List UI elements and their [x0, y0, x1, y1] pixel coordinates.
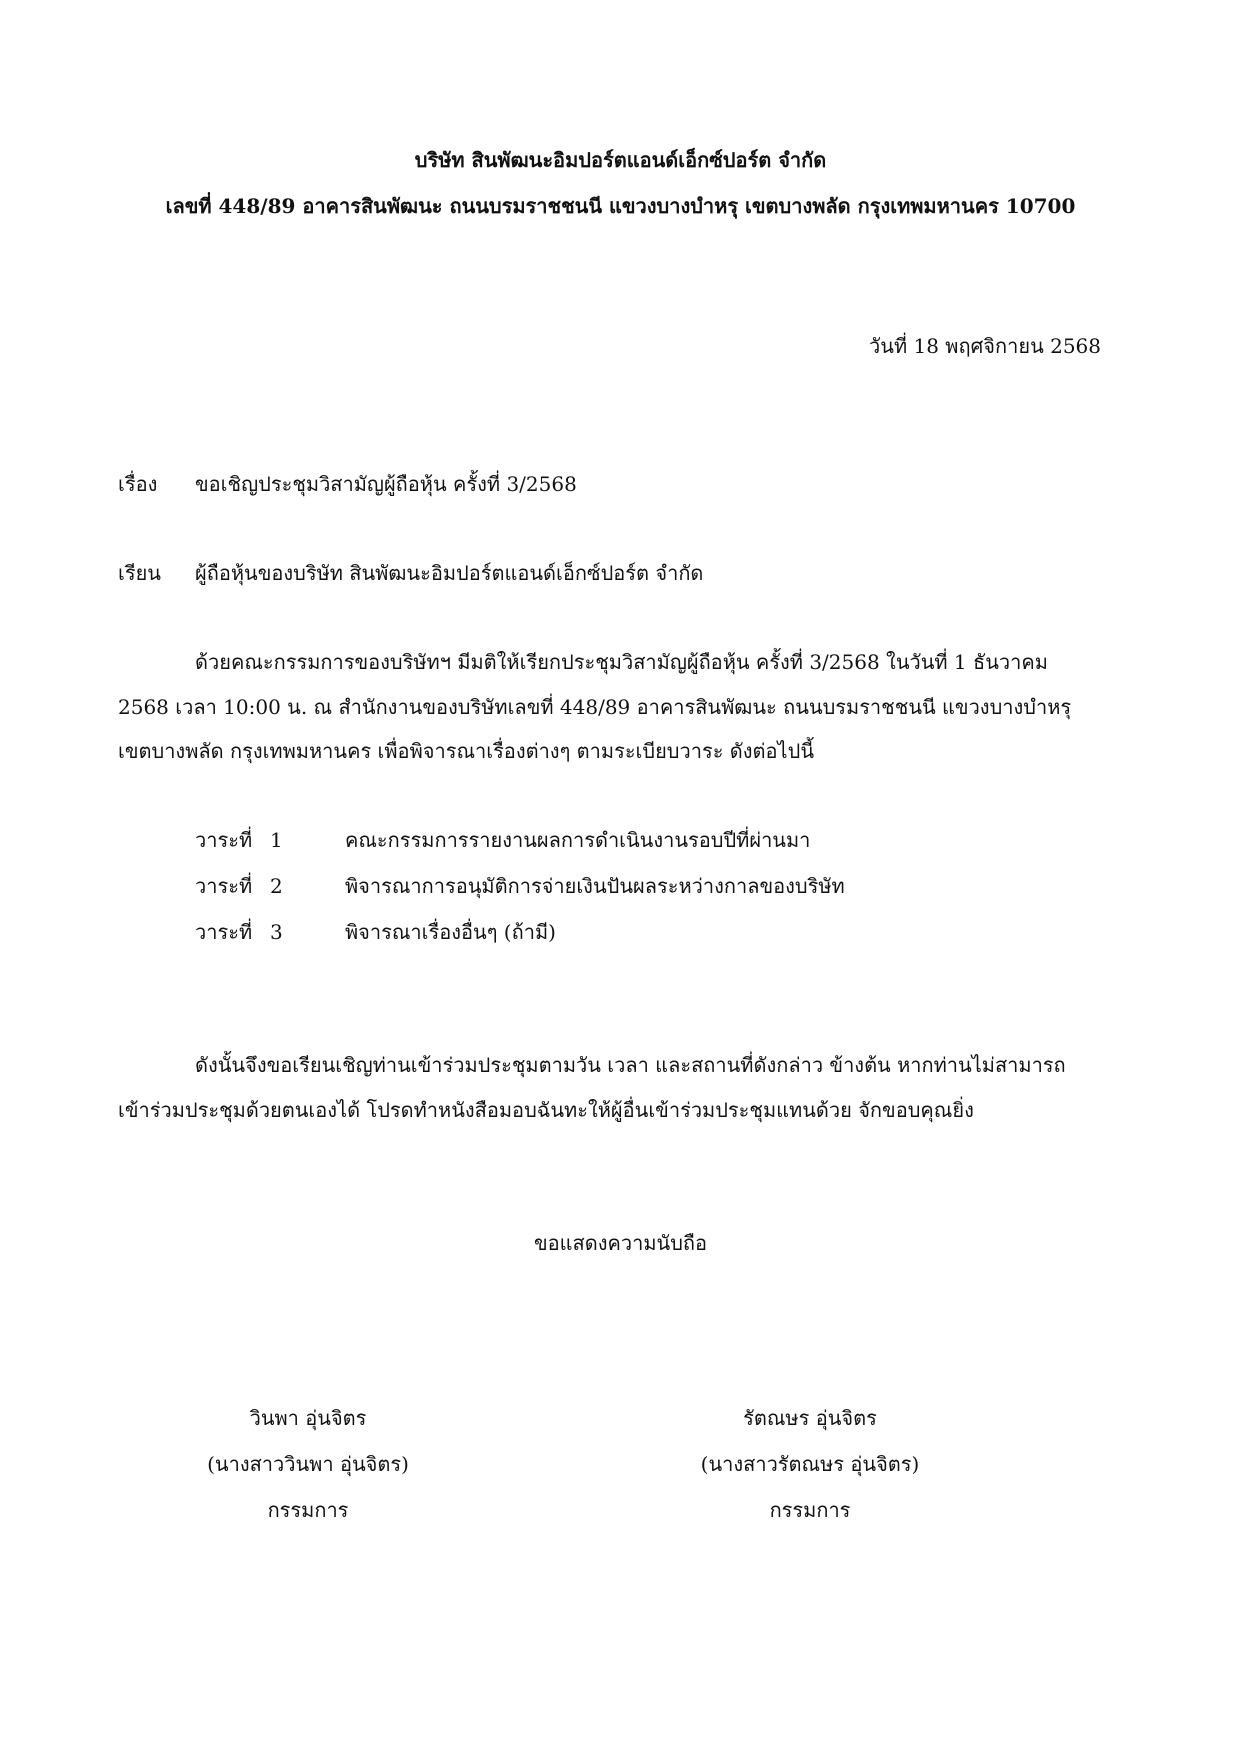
signatory-2-position: กรรมการ [769, 1498, 851, 1522]
signatory-1-full-name: (นางสาววินพา อุ่นจิตร) [207, 1452, 409, 1476]
agenda-text: คณะกรรมการรายงานผลการดำเนินงานรอบปีที่ผ่านมา [345, 828, 811, 852]
recipient-text: ผู้ถือหุ้นของบริษัท สินพัฒนะอิมปอร์ตแอนด์เอ็กซ์ปอร์ต จำกัด [195, 561, 704, 585]
body-paragraph-2-line-1: ดังนั้นจึงขอเรียนเชิญท่านเข้าร่วมประชุมตามวัน เวลา และสถานที่ดังกล่าว ข้างต้น หากท่านไม่สามารถ [195, 1053, 1066, 1077]
body-paragraph-1-line-2: 2568 เวลา 10:00 น. ณ สำนักงานของบริษัทเลขที่ 448/89 อาคารสินพัฒนะ ถนนบรมราชชนนี แขวงบางบำหรุ [118, 695, 1072, 719]
agenda-label: วาระที่ [195, 828, 253, 852]
agenda-label: วาระที่ [195, 874, 253, 898]
subject-label: เรื่อง [118, 472, 158, 496]
subject-text: ขอเชิญประชุมวิสามัญผู้ถือหุ้น ครั้งที่ 3/2568 [195, 472, 577, 496]
signatory-2-full-name: (นางสาวรัตณษร อุ่นจิตร) [700, 1452, 920, 1476]
signatory-1-position: กรรมการ [267, 1498, 349, 1522]
company-name: บริษัท สินพัฒนะอิมปอร์ตแอนด์เอ็กซ์ปอร์ต จำกัด [414, 148, 827, 172]
agenda-label: วาระที่ [195, 920, 253, 944]
agenda-number: 1 [270, 828, 283, 852]
letter-date: วันที่ 18 พฤศจิกายน 2568 [869, 334, 1101, 358]
agenda-number: 3 [270, 920, 283, 944]
company-address: เลขที่ 448/89 อาคารสินพัฒนะ ถนนบรมราชชนนี แขวงบางบำหรุ เขตบางพลัด กรุงเทพมหานคร 10700 [165, 194, 1076, 218]
agenda-number: 2 [270, 874, 283, 898]
agenda-text: พิจารณาการอนุมัติการจ่ายเงินปันผลระหว่างกาลของบริษัท [345, 874, 845, 898]
agenda-text: พิจารณาเรื่องอื่นๆ (ถ้ามี) [345, 920, 556, 944]
body-paragraph-1-line-1: ด้วยคณะกรรมการของบริษัทฯ มีมติให้เรียกประชุมวิสามัญผู้ถือหุ้น ครั้งที่ 3/2568 ในวันที่ 1 ธันวาคม [195, 650, 1048, 674]
body-paragraph-2-line-2: เข้าร่วมประชุมด้วยตนเองได้ โปรดทำหนังสือมอบฉันทะให้ผู้อื่นเข้าร่วมประชุมแทนด้วย จักขอบคุณยิ่ง [118, 1098, 974, 1122]
body-paragraph-1-line-3: เขตบางพลัด กรุงเทพมหานคร เพื่อพิจารณาเรื่องต่างๆ ตามระเบียบวาระ ดังต่อไปนี้ [118, 739, 814, 763]
closing-salutation: ขอแสดงความนับถือ [533, 1231, 708, 1255]
signatory-2-signature: รัตณษร อุ่นจิตร [743, 1406, 877, 1430]
signatory-1-signature: วินพา อุ่นจิตร [249, 1406, 367, 1430]
recipient-label: เรียน [118, 561, 161, 585]
